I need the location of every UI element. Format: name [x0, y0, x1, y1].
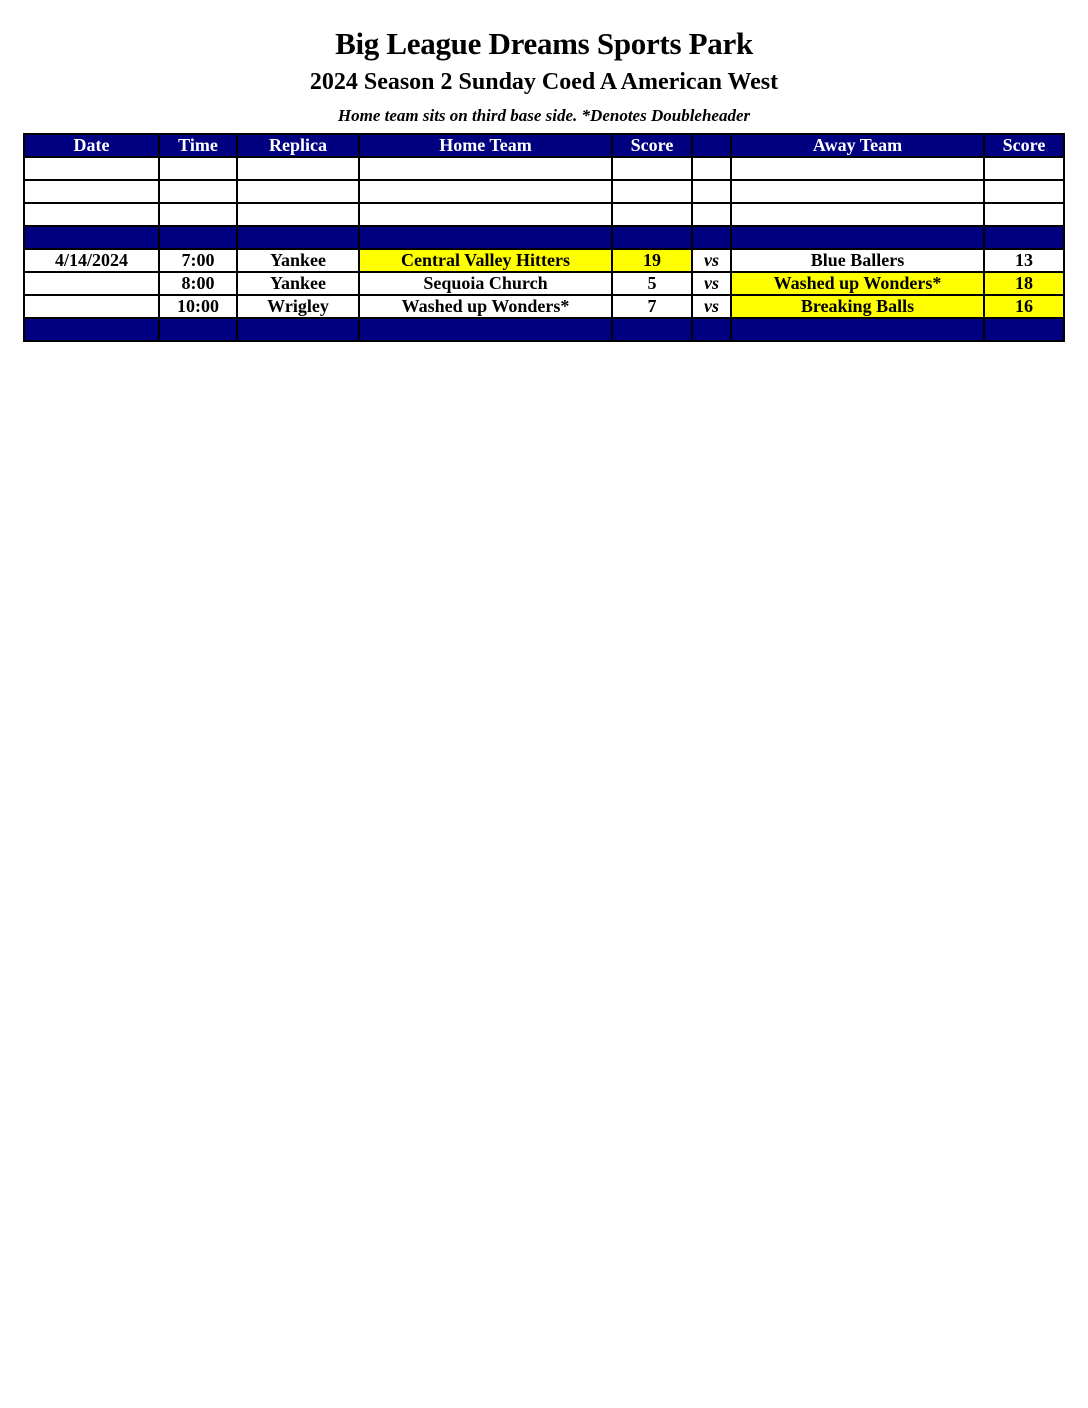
empty-cell [237, 203, 359, 226]
separator-cell [159, 318, 237, 341]
empty-cell [612, 157, 692, 180]
column-header-away-score: Score [984, 134, 1064, 157]
empty-cell [692, 180, 731, 203]
column-header-date: Date [24, 134, 159, 157]
column-header-replica: Replica [237, 134, 359, 157]
empty-cell [692, 203, 731, 226]
game-row [24, 249, 1064, 272]
separator-cell [237, 318, 359, 341]
vs-label: vs [692, 295, 731, 318]
away-team: Washed up Wonders* [731, 272, 984, 295]
empty-cell [359, 157, 612, 180]
empty-row [24, 180, 1064, 203]
home-team: Washed up Wonders* [359, 295, 612, 318]
column-header-vs [692, 134, 731, 157]
home-score: 7 [612, 295, 692, 318]
away-team: Breaking Balls [731, 295, 984, 318]
home-team: Sequoia Church [359, 272, 612, 295]
game-replica: Yankee [237, 272, 359, 295]
separator-cell [237, 226, 359, 249]
page-subtitle: 2024 Season 2 Sunday Coed A American West [309, 69, 779, 95]
empty-cell [984, 203, 1064, 226]
separator-cell [731, 318, 984, 341]
game-row [24, 272, 1064, 295]
empty-cell [731, 203, 984, 226]
separator-cell [359, 226, 612, 249]
empty-cell [692, 157, 731, 180]
empty-cell [612, 180, 692, 203]
empty-cell [731, 157, 984, 180]
vs-label: vs [692, 249, 731, 272]
empty-cell [612, 203, 692, 226]
separator-cell [692, 226, 731, 249]
empty-cell [159, 180, 237, 203]
page-note: Home team sits on third base side. *Denotes Doubleheader [337, 106, 751, 125]
separator-row [24, 318, 1064, 341]
home-team: Central Valley Hitters [359, 249, 612, 272]
column-header-home-team: Home Team [359, 134, 612, 157]
schedule-table [23, 133, 1065, 342]
game-row [24, 295, 1064, 318]
game-time: 7:00 [159, 249, 237, 272]
separator-cell [692, 318, 731, 341]
game-time: 10:00 [159, 295, 237, 318]
page-title: Big League Dreams Sports Park [335, 26, 753, 61]
game-time: 8:00 [159, 272, 237, 295]
away-score: 16 [984, 295, 1064, 318]
column-header-away-team: Away Team [731, 134, 984, 157]
home-score: 19 [612, 249, 692, 272]
away-team: Blue Ballers [731, 249, 984, 272]
empty-cell [237, 157, 359, 180]
empty-cell [24, 157, 159, 180]
separator-cell [984, 226, 1064, 249]
empty-cell [984, 157, 1064, 180]
empty-cell [984, 180, 1064, 203]
separator-cell [731, 226, 984, 249]
game-date: 4/14/2024 [24, 249, 159, 272]
separator-cell [24, 318, 159, 341]
away-score: 18 [984, 272, 1064, 295]
empty-row [24, 157, 1064, 180]
away-score: 13 [984, 249, 1064, 272]
game-replica: Wrigley [237, 295, 359, 318]
column-header-home-score: Score [612, 134, 692, 157]
empty-cell [359, 180, 612, 203]
separator-cell [612, 226, 692, 249]
table-header-row [24, 134, 1064, 157]
empty-cell [24, 180, 159, 203]
separator-cell [159, 226, 237, 249]
empty-cell [159, 203, 237, 226]
game-date [24, 295, 159, 318]
empty-row [24, 203, 1064, 226]
separator-cell [359, 318, 612, 341]
game-replica: Yankee [237, 249, 359, 272]
column-header-time: Time [159, 134, 237, 157]
empty-cell [159, 157, 237, 180]
vs-label: vs [692, 272, 731, 295]
game-date [24, 272, 159, 295]
empty-cell [237, 180, 359, 203]
empty-cell [24, 203, 159, 226]
separator-cell [984, 318, 1064, 341]
separator-cell [612, 318, 692, 341]
separator-row [24, 226, 1064, 249]
home-score: 5 [612, 272, 692, 295]
separator-cell [24, 226, 159, 249]
empty-cell [731, 180, 984, 203]
empty-cell [359, 203, 612, 226]
